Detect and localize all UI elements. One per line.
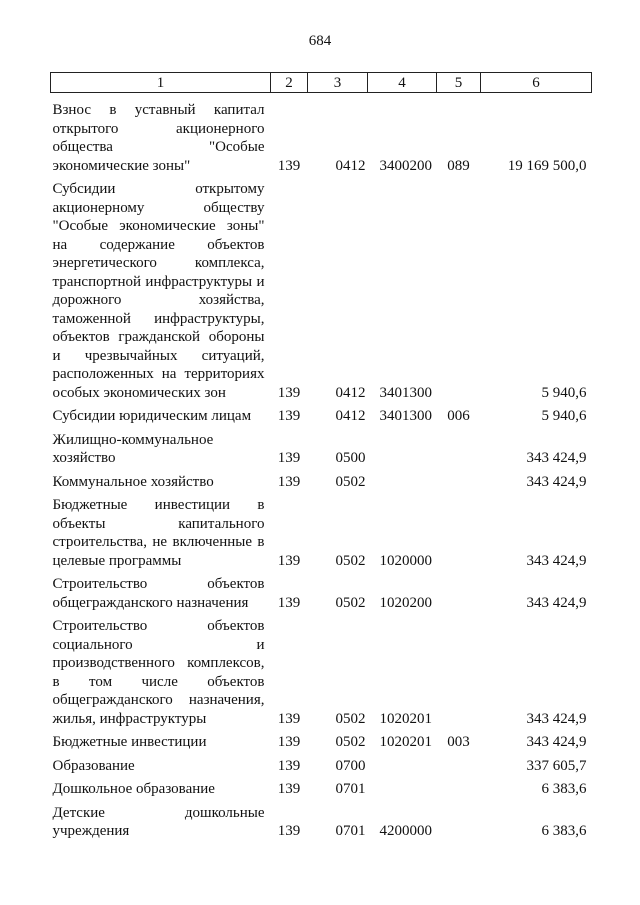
row-code: 139: [277, 450, 301, 466]
row-section: 0412: [335, 157, 366, 174]
header-col-3: 3: [308, 73, 368, 93]
row-target: [368, 426, 437, 468]
row-type: [437, 570, 481, 612]
page-number: 684: [308, 33, 332, 49]
row-code: 139: [277, 157, 301, 174]
row-section: 0502: [335, 594, 366, 611]
row-amount: 337 605,7: [526, 757, 587, 774]
row-section: 0502: [335, 473, 366, 490]
row-code: 139: [277, 408, 301, 424]
row-type: 006: [447, 408, 470, 424]
table-row: [51, 612, 592, 728]
table-row: [51, 93, 592, 176]
row-section: 0701: [335, 823, 366, 839]
row-code: 139: [277, 384, 301, 401]
table-row: [51, 468, 592, 492]
row-type: [437, 468, 481, 492]
row-name: Коммунальное хозяйство: [52, 473, 214, 490]
header-col-6: 6: [481, 73, 592, 93]
row-target: 1020200: [379, 594, 432, 611]
row-name: Дошкольное образование: [52, 781, 215, 797]
table-row: [51, 728, 592, 752]
row-code: 139: [277, 552, 301, 569]
header-col-5: 5: [437, 73, 481, 93]
row-name: Бюджетные инвестиции: [52, 734, 207, 750]
row-amount: 5 940,6: [541, 408, 587, 424]
row-target: 1020201: [379, 734, 432, 750]
row-section: 0412: [335, 408, 366, 424]
row-type: [437, 175, 481, 402]
header-col-1: 1: [51, 73, 271, 93]
table-row: [51, 752, 592, 776]
table-row: [51, 799, 592, 841]
row-type: [437, 799, 481, 841]
row-type: [437, 612, 481, 728]
row-name: Образование: [52, 757, 135, 774]
header-row: [51, 73, 592, 93]
row-amount: 343 424,9: [526, 710, 587, 727]
row-code: 139: [277, 757, 301, 774]
row-name: Жилищно-коммунальное хозяйство: [52, 431, 214, 466]
row-section: 0502: [335, 710, 366, 727]
row-type: 089: [447, 157, 470, 174]
row-section: 0700: [335, 757, 366, 774]
row-target: 3400200: [379, 157, 432, 174]
table-row: [51, 775, 592, 799]
row-type: [437, 752, 481, 776]
row-target: 4200000: [379, 823, 432, 839]
row-target: [368, 775, 437, 799]
row-target: 1020000: [379, 552, 432, 569]
row-section: 0412: [335, 384, 366, 401]
row-name: Бюджетные инвестиции в объекты капитального строительства, не включенные в целевые программы: [52, 497, 265, 569]
row-amount: 343 424,9: [526, 450, 587, 466]
row-section: 0500: [335, 450, 366, 466]
table-row: [51, 175, 592, 402]
table-row: [51, 402, 592, 426]
row-amount: 6 383,6: [541, 781, 587, 797]
table-row: [51, 570, 592, 612]
row-section: 0502: [335, 734, 366, 750]
row-amount: 343 424,9: [526, 594, 587, 611]
budget-table: [50, 72, 592, 841]
header-col-4: 4: [368, 73, 437, 93]
header-col-2: 2: [271, 73, 308, 93]
row-name: Субсидии юридическим лицам: [52, 408, 252, 424]
row-code: 139: [277, 473, 301, 490]
row-target: 1020201: [379, 710, 432, 727]
row-code: 139: [277, 710, 301, 727]
row-code: 139: [277, 594, 301, 611]
row-code: 139: [277, 734, 301, 750]
row-section: 0701: [335, 781, 366, 797]
row-amount: 19 169 500,0: [507, 157, 587, 174]
row-amount: 343 424,9: [526, 473, 587, 490]
row-code: 139: [277, 823, 301, 839]
row-code: 139: [277, 781, 301, 797]
row-amount: 343 424,9: [526, 734, 587, 750]
row-type: [437, 491, 481, 570]
table-row: [51, 426, 592, 468]
row-type: [437, 426, 481, 468]
row-type: [437, 775, 481, 799]
row-name: Строительство объектов социального и производственного комплексов, в том числе объектов общегражданского назначения, жилья, инфраструктуры: [52, 618, 265, 727]
row-target: 3401300: [379, 384, 432, 401]
row-name: Взнос в уставный капитал открытого акционерного общества "Особые экономические зоны": [52, 102, 265, 174]
row-section: 0502: [335, 552, 366, 569]
row-amount: 343 424,9: [526, 552, 587, 569]
table-row: [51, 491, 592, 570]
row-amount: 6 383,6: [541, 823, 587, 839]
row-name: Субсидии открытому акционерному обществу "Особые экономические зоны" на содержание объектов энергетического комплекса, транспортной инфраструктуры и дорожного хозяйства, таможенной инфраструктуры, объектов гражданской обороны и чрезвычайных ситуаций, расположенных на территориях особых экономических зон: [52, 181, 265, 401]
row-target: [368, 468, 437, 492]
row-amount: 5 940,6: [541, 384, 587, 401]
row-target: [368, 752, 437, 776]
row-target: 3401300: [379, 408, 432, 424]
row-name: Строительство объектов общегражданского назначения: [52, 576, 265, 611]
row-type: 003: [447, 734, 470, 750]
row-name: Детские дошкольные учреждения: [52, 804, 265, 839]
